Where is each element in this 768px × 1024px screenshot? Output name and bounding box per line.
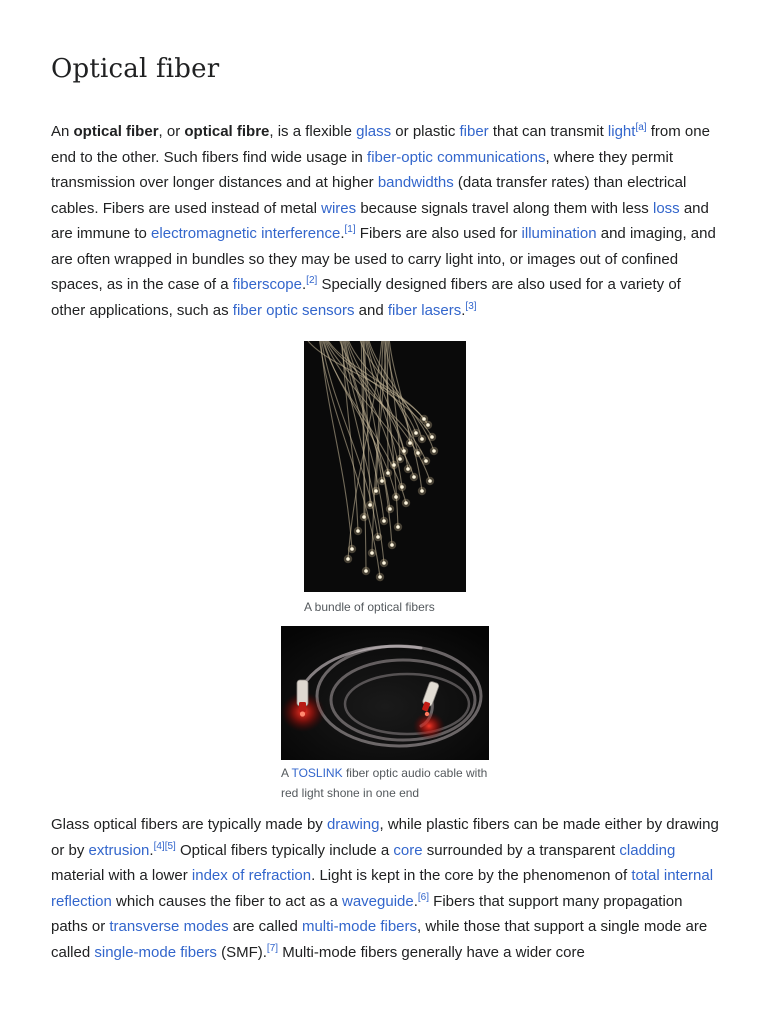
text: , is a flexible — [269, 123, 357, 140]
bold-term: optical fibre — [184, 123, 270, 140]
text: , where they permit transmission over longer distances and at higher — [51, 148, 674, 191]
link-total-internal-reflection[interactable]: total internal reflection — [51, 867, 714, 910]
fiber-tip — [406, 467, 410, 471]
reference-1[interactable]: [1] — [344, 224, 356, 235]
fiber-tip — [346, 557, 350, 561]
link-fiber-lasers[interactable]: fiber lasers — [387, 301, 462, 319]
body-paragraph — [51, 812, 719, 965]
text: . — [340, 225, 345, 242]
fiber-tip — [396, 525, 400, 529]
text: . — [413, 892, 418, 910]
link-cladding[interactable]: cladding — [619, 841, 676, 859]
link-index-of-refraction[interactable]: index of refraction — [191, 867, 312, 884]
fiber-tip — [390, 543, 394, 547]
text: from one end to the other. Such fibers find wide usage in — [51, 123, 710, 166]
fiber-tip — [376, 535, 380, 539]
link-extrusion[interactable]: extrusion — [88, 841, 150, 859]
reference-4[interactable]: [4] — [153, 840, 165, 852]
figure-toslink-cable — [281, 626, 489, 803]
text: An — [51, 123, 74, 140]
fiber-tip — [394, 495, 398, 499]
fiber-tip — [420, 437, 424, 441]
text: are called — [228, 918, 302, 935]
fiber-tip — [428, 479, 432, 483]
link-fiberscope[interactable]: fiberscope — [232, 276, 302, 293]
fiber-tip — [386, 471, 390, 475]
fiber-tip — [378, 575, 382, 579]
text: and imaging, and are often wrapped in bundles so they may be used to carry light into, or images out of confined spaces, as in the case of a — [51, 225, 716, 293]
text: (SMF). — [216, 943, 267, 961]
link-loss[interactable]: loss — [652, 199, 680, 217]
text: Optical fibers typically include a — [175, 841, 394, 859]
intro-paragraph — [51, 119, 719, 323]
text: Fibers are also used for — [355, 225, 522, 242]
text: (data transfer rates) than electrical cables. Fibers are used instead of metal — [51, 174, 687, 217]
text: and are immune to — [51, 199, 709, 242]
fiber-tip — [404, 501, 408, 505]
link-illumination[interactable]: illumination — [521, 225, 597, 242]
fiber-tip — [424, 459, 428, 463]
fiber-tip — [370, 551, 374, 555]
link-fiber-optic-communications[interactable]: fiber-optic communications — [367, 148, 546, 166]
fiber-tip — [400, 485, 404, 489]
fiber-tip — [412, 475, 416, 479]
reference-a[interactable]: [a] — [635, 122, 647, 133]
fiber-tip — [380, 479, 384, 483]
reference-5[interactable]: [5] — [164, 840, 176, 852]
fiber-tip — [382, 519, 386, 523]
text: , or — [158, 123, 185, 140]
text: Specially designed fibers are also used for a variety of other applications, such as — [51, 276, 681, 319]
link-toslink[interactable]: TOSLINK — [291, 766, 343, 780]
fiber-tip — [392, 463, 396, 467]
fiber-tip — [382, 561, 386, 565]
text: , while those that support a single mode are called — [51, 918, 708, 961]
fiber-tip — [362, 515, 366, 519]
fiber-tip — [422, 417, 426, 421]
link-wires[interactable]: wires — [321, 199, 357, 217]
text: , while plastic fibers can be made either by drawing or by — [51, 816, 719, 859]
fiber-tip — [432, 449, 436, 453]
fiber-tip — [350, 547, 354, 551]
fiber-tip — [364, 569, 368, 573]
link-multi-mode-fibers[interactable]: multi-mode fibers — [301, 918, 418, 935]
link-electromagnetic-interference[interactable]: electromagnetic interference — [151, 225, 341, 242]
toslink-cable-image[interactable] — [281, 626, 489, 760]
text: . Light is kept in the core by the phenomenon of — [311, 867, 632, 884]
caption-text: A — [281, 766, 292, 780]
text: because signals travel along them with less — [356, 199, 653, 217]
link-waveguide[interactable]: waveguide — [342, 892, 414, 910]
link-single-mode-fibers[interactable]: single-mode fibers — [94, 943, 217, 961]
text: surrounded by a transparent — [422, 841, 620, 859]
fiber-tip — [388, 507, 392, 511]
link-transverse-modes[interactable]: transverse modes — [109, 918, 229, 935]
fiber-tip — [398, 457, 402, 461]
figure-caption: A bundle of optical fibers — [304, 600, 435, 614]
text: material with a lower — [51, 867, 192, 884]
text: which causes the fiber to act as a — [111, 892, 342, 910]
text: that can transmit — [488, 123, 608, 140]
text: or plastic — [391, 123, 460, 140]
fiber-tip — [430, 435, 434, 439]
figure-caption — [281, 763, 489, 803]
bold-term: optical fiber — [73, 123, 159, 140]
reference-6[interactable]: [6] — [417, 891, 430, 903]
fiber-tip — [368, 503, 372, 507]
text: . — [149, 841, 154, 859]
page-title: Optical fiber — [51, 54, 220, 84]
reference-2[interactable]: [2] — [306, 275, 318, 286]
reference-3[interactable]: [3] — [465, 300, 477, 312]
fiber-tip — [416, 451, 420, 455]
fiber-tip — [408, 441, 412, 445]
caption-text: fiber optic audio cable with red light shone in one end — [281, 766, 488, 800]
fiber-tip — [426, 423, 430, 427]
reference-7[interactable]: [7] — [266, 942, 279, 954]
fiber-tip — [402, 449, 406, 453]
fiber-tip — [420, 489, 424, 493]
link-fiber[interactable]: fiber — [459, 123, 489, 140]
fiber-tip — [374, 489, 378, 493]
figure-fiber-bundle — [304, 341, 466, 617]
link-glass[interactable]: glass — [356, 123, 392, 140]
text: and — [354, 301, 388, 319]
link-drawing[interactable]: drawing — [326, 816, 380, 833]
fiber-tip — [414, 431, 418, 435]
text: Glass optical fibers are typically made by — [51, 816, 327, 833]
text: . — [302, 276, 307, 293]
fiber-tip — [356, 529, 360, 533]
link-bandwidths[interactable]: bandwidths — [377, 174, 454, 191]
fiber-bundle-image[interactable] — [304, 341, 466, 592]
text: Multi-mode fibers generally have a wider core — [278, 943, 585, 961]
text: . — [461, 301, 466, 319]
link-fiber-optic-sensors[interactable]: fiber optic sensors — [232, 301, 355, 319]
text: Fibers that support many propagation paths or — [51, 892, 683, 935]
link-core[interactable]: core — [393, 841, 423, 859]
link-light[interactable]: light — [607, 123, 636, 140]
